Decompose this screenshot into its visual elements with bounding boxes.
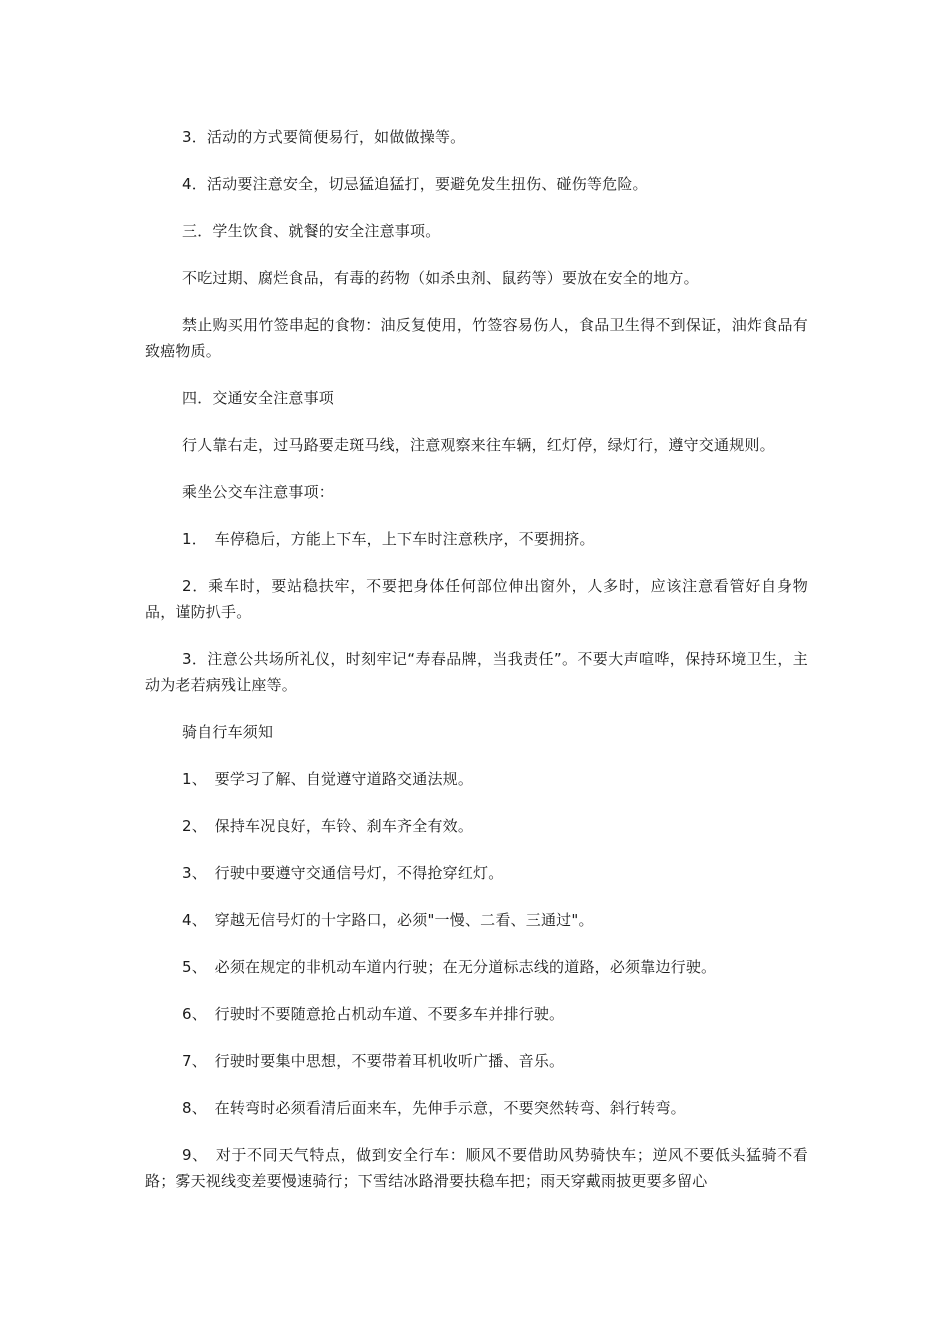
list-item-bicycle-9: 9、 对于不同天气特点，做到安全行车：顺风不要借助风势骑快车；逆风不要低头猛骑不看路；雾天视线变差要慢速骑行；下雪结冰路滑要扶稳车把；雨天穿戴雨披更要多留心: [145, 1146, 808, 1190]
list-item-bicycle-6: 6、 行驶时不要随意抢占机动车道、不要多车并排行驶。: [182, 1005, 565, 1023]
list-item-bicycle-4: 4、 穿越无信号灯的十字路口，必须"一慢、二看、三通过"。: [182, 911, 594, 929]
list-item-bus-1: 1． 车停稳后，方能上下车，上下车时注意秩序，不要拥挤。: [182, 530, 595, 548]
list-item-bicycle-1: 1、 要学习了解、自觉遵守道路交通法规。: [182, 770, 474, 788]
paragraph-expired-food: 不吃过期、腐烂食品，有毒的药物（如杀虫剂、鼠药等）要放在安全的地方。: [182, 269, 699, 287]
section-heading-traffic-safety: 四．交通安全注意事项: [182, 389, 335, 407]
list-item-bus-3: 3．注意公共场所礼仪，时刻牢记“寿春品牌，当我责任”。不要大声喧哗，保持环境卫生，主动为老若病残让座等。: [145, 650, 808, 694]
list-item-bicycle-7: 7、 行驶时要集中思想，不要带着耳机收听广播、音乐。: [182, 1052, 565, 1070]
paragraph-pedestrian-rules: 行人靠右走，过马路要走斑马线，注意观察来往车辆，红灯停，绿灯行，遵守交通规则。: [182, 436, 775, 454]
paragraph-skewer-food: 禁止购买用竹签串起的食物：油反复使用，竹签容易伤人，食品卫生得不到保证，油炸食品有致癌物质。: [145, 316, 808, 360]
list-item-bicycle-8: 8、 在转弯时必须看清后面来车，先伸手示意，不要突然转弯、斜行转弯。: [182, 1099, 686, 1117]
paragraph-activity-safety: 4．活动要注意安全，切忌猛追猛打，要避免发生扭伤、碰伤等危险。: [182, 175, 648, 193]
list-item-bicycle-3: 3、 行驶中要遵守交通信号灯，不得抢穿红灯。: [182, 864, 504, 882]
list-item-bus-2: 2．乘车时，要站稳扶牢，不要把身体任何部位伸出窗外，人多时，应该注意看管好自身物品，谨防扒手。: [145, 577, 808, 621]
paragraph-activity-simple: 3．活动的方式要简便易行，如做做操等。: [182, 128, 466, 146]
subheading-bus-rules: 乘坐公交车注意事项：: [182, 483, 335, 501]
list-item-bicycle-5: 5、 必须在规定的非机动车道内行驶；在无分道标志线的道路，必须靠边行驶。: [182, 958, 717, 976]
section-heading-food-safety: 三．学生饮食、就餐的安全注意事项。: [182, 222, 441, 240]
subheading-bicycle-rules: 骑自行车须知: [182, 723, 274, 741]
list-item-bicycle-2: 2、 保持车况良好，车铃、刹车齐全有效。: [182, 817, 474, 835]
